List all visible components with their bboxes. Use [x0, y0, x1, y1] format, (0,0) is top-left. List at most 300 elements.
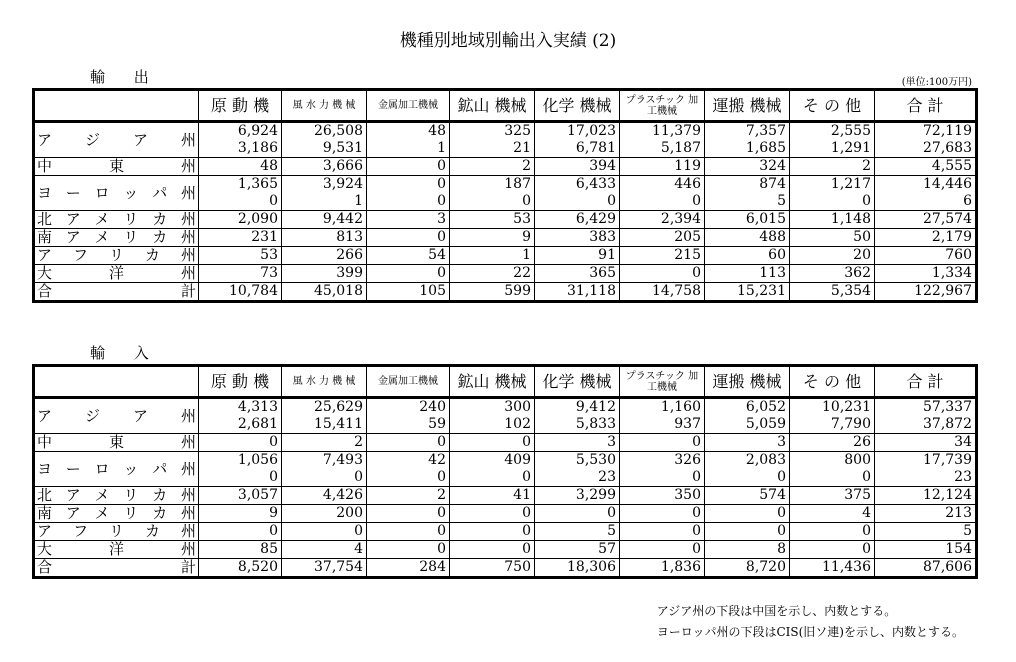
- data-cell: [199, 505, 282, 523]
- data-cell: [875, 265, 977, 283]
- data-cell: [450, 122, 535, 158]
- value: 9,412: [575, 399, 616, 415]
- import-table: [32, 364, 978, 579]
- data-cell: [790, 283, 875, 302]
- region-char: 州: [180, 157, 196, 175]
- subset-value: 23: [954, 469, 972, 485]
- value: 4: [862, 505, 871, 521]
- region-char: カ: [152, 504, 168, 522]
- subset-value: 0: [437, 469, 446, 485]
- value: 200: [336, 505, 363, 521]
- region-char: パ: [152, 183, 168, 202]
- data-cell: [790, 265, 875, 283]
- table-row: [34, 398, 977, 434]
- value: 0: [522, 434, 531, 450]
- subset-value: 0: [777, 469, 786, 485]
- data-cell: [875, 487, 977, 505]
- table-row: [34, 487, 977, 505]
- value: 113: [759, 265, 786, 281]
- data-cell: [282, 434, 367, 452]
- subset-value: 0: [269, 193, 278, 209]
- value: 2: [437, 487, 446, 503]
- region-char: ヨ: [37, 459, 53, 478]
- subset-value: 9,531: [322, 140, 363, 156]
- value: 0: [269, 523, 278, 539]
- region-char: 州: [180, 486, 196, 504]
- data-cell: [705, 487, 790, 505]
- value: 0: [692, 265, 701, 281]
- data-cell: [875, 229, 977, 247]
- subset-value: 0: [354, 469, 363, 485]
- data-cell: [535, 265, 620, 283]
- region-char: ヨ: [37, 183, 53, 202]
- value: 0: [522, 541, 531, 557]
- value: 8,720: [745, 559, 786, 575]
- region-char: 州: [180, 522, 196, 540]
- value: 266: [336, 247, 363, 263]
- value: 4,426: [322, 487, 363, 503]
- subset-value: 1: [437, 140, 446, 156]
- region-char: リ: [123, 210, 139, 228]
- data-cell: [199, 229, 282, 247]
- data-cell: [367, 505, 450, 523]
- value: 54: [428, 247, 446, 263]
- data-cell: [450, 211, 535, 229]
- subset-value: 0: [269, 469, 278, 485]
- region-char: 北: [37, 486, 53, 504]
- value: 3,924: [322, 176, 363, 192]
- data-cell: [450, 247, 535, 265]
- data-cell: [367, 487, 450, 505]
- value: 1: [522, 247, 531, 263]
- value: 213: [945, 505, 972, 521]
- data-cell: [450, 559, 535, 578]
- data-cell: [535, 434, 620, 452]
- column-header: 風 水 力 機 械: [282, 90, 367, 122]
- region-char: ア: [132, 130, 148, 149]
- data-cell: [367, 211, 450, 229]
- data-cell: [282, 247, 367, 265]
- region-char: リ: [123, 504, 139, 522]
- data-cell: [199, 265, 282, 283]
- data-cell: [282, 487, 367, 505]
- value: 0: [777, 523, 786, 539]
- region-char: 州: [180, 130, 196, 149]
- region-cell: [34, 283, 199, 302]
- data-cell: [199, 559, 282, 578]
- region-char: 大: [37, 540, 53, 558]
- data-cell: [790, 452, 875, 487]
- data-cell: [199, 247, 282, 265]
- value: 1,217: [830, 176, 871, 192]
- data-cell: [620, 176, 705, 211]
- value: 6,429: [575, 211, 616, 227]
- value: 0: [269, 434, 278, 450]
- value: 0: [692, 505, 701, 521]
- value: 119: [674, 158, 701, 174]
- data-cell: [535, 541, 620, 559]
- data-cell: [450, 487, 535, 505]
- region-char: ア: [37, 406, 53, 425]
- value: 383: [589, 229, 616, 245]
- value: 8: [777, 541, 786, 557]
- data-cell: [367, 398, 450, 434]
- value: 7,493: [322, 452, 363, 468]
- value: 599: [504, 283, 531, 299]
- region-char: ジ: [84, 406, 100, 425]
- value: 1,056: [237, 452, 278, 468]
- table-row: [34, 559, 977, 578]
- value: 300: [504, 399, 531, 415]
- region-cell: [34, 211, 199, 229]
- data-cell: [282, 229, 367, 247]
- data-cell: [199, 122, 282, 158]
- column-header: 風 水 力 機 械: [282, 366, 367, 398]
- value: 27,574: [923, 211, 972, 227]
- data-cell: [875, 541, 977, 559]
- data-cell: [705, 247, 790, 265]
- data-cell: [620, 247, 705, 265]
- value: 0: [354, 523, 363, 539]
- value: 4,555: [931, 158, 972, 174]
- footnotes: [657, 601, 964, 643]
- region-char: 南: [37, 228, 53, 246]
- value: 7,357: [745, 123, 786, 139]
- value: 60: [768, 247, 786, 263]
- region-char: リ: [108, 246, 124, 264]
- value: 53: [513, 211, 531, 227]
- data-cell: [282, 283, 367, 302]
- data-cell: [199, 158, 282, 176]
- value: 10,784: [229, 283, 278, 299]
- value: 325: [504, 123, 531, 139]
- data-cell: [790, 176, 875, 211]
- data-cell: [282, 176, 367, 211]
- value: 154: [945, 541, 972, 557]
- column-header: そ の 他: [790, 366, 875, 398]
- value: 12,124: [923, 487, 972, 503]
- value: 1,836: [660, 559, 701, 575]
- table-row: [34, 122, 977, 158]
- region-char: フ: [72, 522, 88, 540]
- data-cell: [790, 122, 875, 158]
- data-cell: [450, 265, 535, 283]
- value: 41: [513, 487, 531, 503]
- data-cell: [199, 398, 282, 434]
- region-char: カ: [152, 486, 168, 504]
- data-cell: [367, 176, 450, 211]
- data-cell: [875, 452, 977, 487]
- subset-value: 2,681: [237, 416, 278, 432]
- value: 215: [674, 247, 701, 263]
- region-char: カ: [152, 210, 168, 228]
- region-char: ッ: [123, 183, 139, 202]
- region-char: 州: [180, 246, 196, 264]
- data-cell: [199, 452, 282, 487]
- data-cell: [367, 265, 450, 283]
- value: 0: [692, 523, 701, 539]
- region-char: ロ: [94, 183, 110, 202]
- table-row: [34, 434, 977, 452]
- region-char: メ: [94, 486, 110, 504]
- value: 3,299: [575, 487, 616, 503]
- region-cell: [34, 229, 199, 247]
- data-cell: [282, 452, 367, 487]
- subset-value: 0: [522, 469, 531, 485]
- data-cell: [620, 398, 705, 434]
- data-cell: [367, 452, 450, 487]
- data-cell: [367, 541, 450, 559]
- data-cell: [705, 541, 790, 559]
- data-cell: [367, 434, 450, 452]
- unit-label: (単位:100万円): [901, 77, 972, 88]
- value: 14,758: [652, 283, 701, 299]
- value: 11,436: [822, 559, 871, 575]
- value: 0: [437, 158, 446, 174]
- region-char: 州: [180, 459, 196, 478]
- value: 6,433: [575, 176, 616, 192]
- value: 25,629: [314, 399, 363, 415]
- value: 73: [260, 265, 278, 281]
- subset-value: 5,187: [660, 140, 701, 156]
- value: 26,508: [314, 123, 363, 139]
- value: 42: [428, 452, 446, 468]
- value: 26: [853, 434, 871, 450]
- data-cell: [199, 541, 282, 559]
- data-cell: [705, 398, 790, 434]
- data-cell: [705, 158, 790, 176]
- region-char: 合: [37, 282, 53, 300]
- value: 37,754: [314, 559, 363, 575]
- data-cell: [282, 265, 367, 283]
- value: 0: [522, 523, 531, 539]
- data-cell: [705, 505, 790, 523]
- data-cell: [282, 211, 367, 229]
- data-cell: [790, 247, 875, 265]
- value: 5: [607, 523, 616, 539]
- value: 57,337: [923, 399, 972, 415]
- data-cell: [450, 452, 535, 487]
- region-char: フ: [72, 246, 88, 264]
- value: 5,354: [830, 283, 871, 299]
- region-char: カ: [144, 246, 160, 264]
- data-cell: [620, 434, 705, 452]
- value: 0: [692, 541, 701, 557]
- table-row: [34, 211, 977, 229]
- data-cell: [450, 176, 535, 211]
- column-header: 運搬 機械: [705, 90, 790, 122]
- data-cell: [535, 559, 620, 578]
- value: 284: [419, 559, 446, 575]
- value: 9: [522, 229, 531, 245]
- column-header: プラスチック 加工機械: [620, 366, 705, 398]
- data-cell: [790, 523, 875, 541]
- region-char: 洋: [108, 540, 124, 558]
- value: 760: [945, 247, 972, 263]
- subset-value: 6: [963, 193, 972, 209]
- region-cell: [34, 541, 199, 559]
- subset-value: 27,683: [923, 140, 972, 156]
- region-char: メ: [94, 504, 110, 522]
- data-cell: [367, 247, 450, 265]
- subset-value: 37,872: [923, 416, 972, 432]
- column-header: そ の 他: [790, 90, 875, 122]
- table-row: [34, 158, 977, 176]
- column-header: 原 動 機: [199, 90, 282, 122]
- value: 365: [589, 265, 616, 281]
- column-header: 運搬 機械: [705, 366, 790, 398]
- value: 2: [862, 158, 871, 174]
- data-cell: [620, 122, 705, 158]
- region-char: 計: [180, 558, 196, 576]
- region-char: ア: [65, 210, 81, 228]
- header-row: [34, 366, 977, 398]
- value: 399: [336, 265, 363, 281]
- data-cell: [875, 283, 977, 302]
- data-cell: [535, 211, 620, 229]
- value: 488: [759, 229, 786, 245]
- column-header: 金属加工機械: [367, 90, 450, 122]
- value: 0: [437, 265, 446, 281]
- value: 0: [692, 434, 701, 450]
- value: 122,967: [914, 283, 972, 299]
- region-char: カ: [144, 522, 160, 540]
- corner-cell: [34, 90, 199, 122]
- value: 2,179: [931, 229, 972, 245]
- data-cell: [620, 541, 705, 559]
- value: 0: [437, 434, 446, 450]
- region-cell: [34, 487, 199, 505]
- value: 0: [437, 176, 446, 192]
- value: 3: [437, 211, 446, 227]
- value: 0: [522, 505, 531, 521]
- data-cell: [705, 122, 790, 158]
- region-char: ロ: [94, 459, 110, 478]
- data-cell: [282, 122, 367, 158]
- data-cell: [199, 283, 282, 302]
- corner-cell: [34, 366, 199, 398]
- data-cell: [875, 247, 977, 265]
- subset-value: 0: [692, 193, 701, 209]
- value: 0: [862, 523, 871, 539]
- value: 6,924: [237, 123, 278, 139]
- column-header: 原 動 機: [199, 366, 282, 398]
- region-char: リ: [123, 486, 139, 504]
- data-cell: [450, 523, 535, 541]
- column-header: プラスチック 加工機械: [620, 90, 705, 122]
- value: 0: [437, 505, 446, 521]
- data-cell: [875, 505, 977, 523]
- header-row: [34, 90, 977, 122]
- subset-value: 6,781: [575, 140, 616, 156]
- data-cell: [705, 176, 790, 211]
- region-char: 東: [108, 433, 124, 451]
- subset-value: 0: [607, 193, 616, 209]
- subset-value: 15,411: [314, 416, 363, 432]
- value: 85: [260, 541, 278, 557]
- value: 17,739: [923, 452, 972, 468]
- value: 34: [954, 434, 972, 450]
- value: 1,160: [660, 399, 701, 415]
- region-char: 南: [37, 504, 53, 522]
- value: 50: [853, 229, 871, 245]
- region-cell: [34, 247, 199, 265]
- region-char: メ: [94, 228, 110, 246]
- value: 87,606: [923, 559, 972, 575]
- data-cell: [450, 541, 535, 559]
- value: 0: [607, 505, 616, 521]
- export-section-label: 輸 出: [90, 68, 161, 86]
- region-char: 計: [180, 282, 196, 300]
- region-char: 洋: [108, 264, 124, 282]
- subset-value: 5,059: [745, 416, 786, 432]
- data-cell: [620, 452, 705, 487]
- data-cell: [450, 158, 535, 176]
- subset-value: 1: [354, 193, 363, 209]
- value: 326: [674, 452, 701, 468]
- value: 5: [963, 523, 972, 539]
- value: 0: [437, 541, 446, 557]
- value: 409: [504, 452, 531, 468]
- subset-value: 0: [692, 469, 701, 485]
- column-header: 鉱山 機械: [450, 90, 535, 122]
- region-cell: [34, 452, 199, 487]
- data-cell: [790, 398, 875, 434]
- data-cell: [450, 283, 535, 302]
- value: 187: [504, 176, 531, 192]
- data-cell: [199, 176, 282, 211]
- region-char: リ: [108, 522, 124, 540]
- value: 31,118: [567, 283, 616, 299]
- value: 1,148: [830, 211, 871, 227]
- region-char: ア: [65, 486, 81, 504]
- data-cell: [790, 211, 875, 229]
- table-row: [34, 452, 977, 487]
- data-cell: [535, 283, 620, 302]
- value: 874: [759, 176, 786, 192]
- region-char: ー: [65, 183, 81, 202]
- region-char: 大: [37, 264, 53, 282]
- region-cell: [34, 523, 199, 541]
- data-cell: [620, 487, 705, 505]
- value: 20: [853, 247, 871, 263]
- data-cell: [367, 523, 450, 541]
- subset-value: 7,790: [830, 416, 871, 432]
- value: 205: [674, 229, 701, 245]
- region-char: 州: [180, 540, 196, 558]
- value: 0: [777, 505, 786, 521]
- value: 3: [607, 434, 616, 450]
- data-cell: [535, 158, 620, 176]
- subset-value: 5,833: [575, 416, 616, 432]
- data-cell: [367, 158, 450, 176]
- value: 14,446: [923, 176, 972, 192]
- data-cell: [790, 229, 875, 247]
- data-cell: [620, 505, 705, 523]
- subset-value: 3,186: [237, 140, 278, 156]
- table-row: [34, 523, 977, 541]
- value: 813: [336, 229, 363, 245]
- subset-value: 937: [674, 416, 701, 432]
- subset-value: 59: [428, 416, 446, 432]
- region-char: 州: [180, 433, 196, 451]
- value: 2: [354, 434, 363, 450]
- table-row: [34, 265, 977, 283]
- region-cell: [34, 122, 199, 158]
- value: 57: [598, 541, 616, 557]
- data-cell: [620, 211, 705, 229]
- region-char: 州: [180, 183, 196, 202]
